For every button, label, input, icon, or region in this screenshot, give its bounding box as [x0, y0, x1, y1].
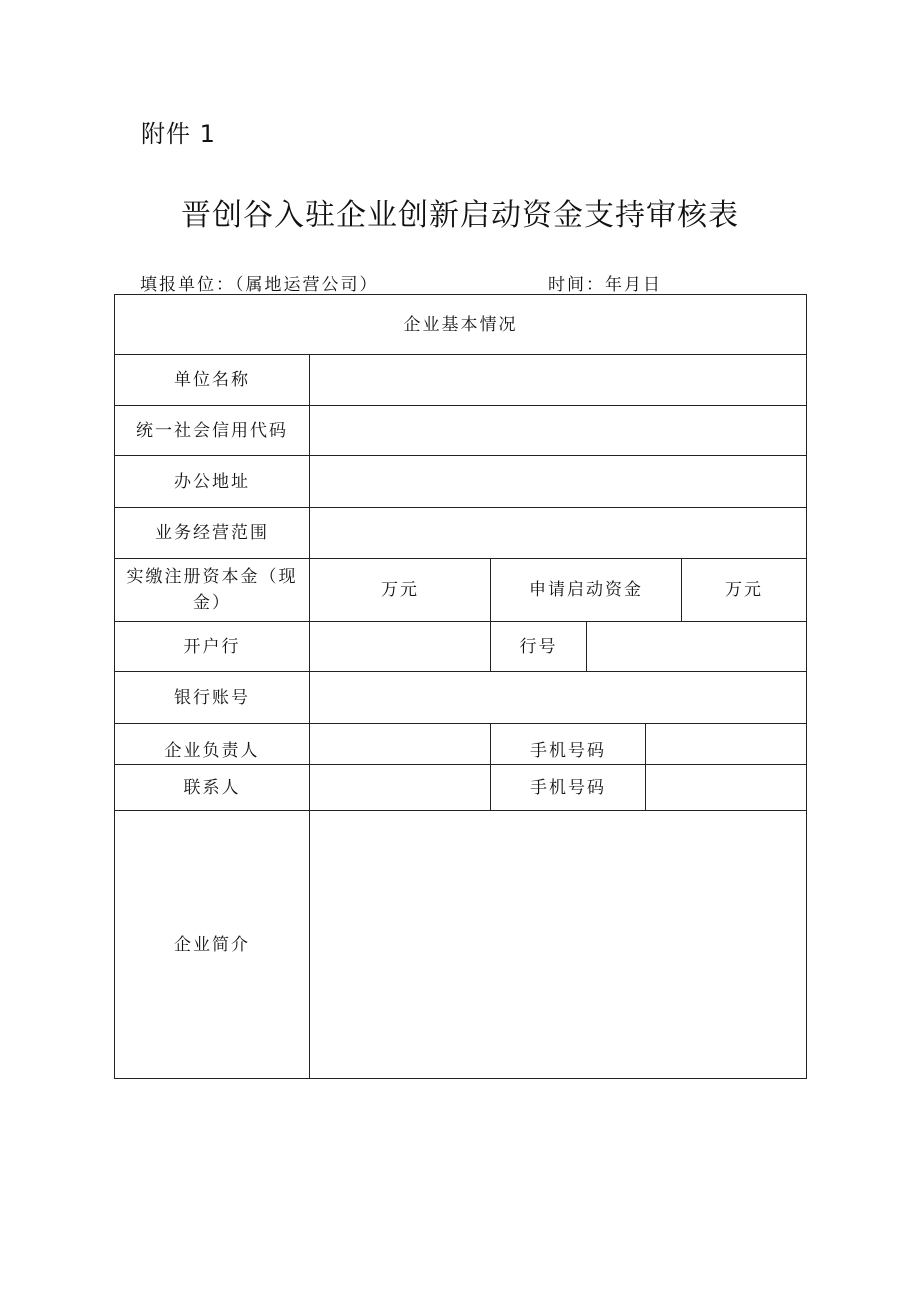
phone-label-1: 手机号码 — [491, 724, 646, 765]
apply-fund-label: 申请启动资金 — [491, 559, 682, 622]
date-label: 时间：年月日 — [548, 275, 662, 295]
apply-fund-field[interactable]: 万元 — [682, 559, 807, 622]
bank-code-field[interactable] — [587, 622, 807, 672]
account-label: 银行账号 — [115, 672, 310, 724]
account-field[interactable] — [310, 672, 807, 724]
table-row — [115, 456, 807, 508]
phone-field-2[interactable] — [646, 765, 807, 811]
company-name-label: 单位名称 — [115, 355, 310, 406]
paid-capital-field[interactable]: 万元 — [310, 559, 491, 622]
legal-person-field[interactable] — [310, 724, 491, 765]
table-row — [115, 508, 807, 559]
table-row — [115, 765, 807, 811]
intro-label: 企业简介 — [115, 811, 310, 1079]
table-row — [115, 811, 807, 1079]
intro-field[interactable] — [310, 811, 807, 1079]
business-scope-label: 业务经营范围 — [115, 508, 310, 559]
table-row — [115, 406, 807, 456]
phone-label-2: 手机号码 — [491, 765, 646, 811]
bank-field[interactable] — [310, 622, 491, 672]
legal-person-label: 企业负责人 — [115, 724, 310, 765]
page-title: 晋创谷入驻企业创新启动资金支持审核表 — [181, 198, 739, 233]
table-row — [115, 724, 807, 765]
bank-label: 开户行 — [115, 622, 310, 672]
office-address-field[interactable] — [310, 456, 807, 508]
office-address-label: 办公地址 — [115, 456, 310, 508]
review-form-table — [114, 294, 807, 1079]
table-row — [115, 559, 807, 622]
filling-unit-label: 填报单位：（属地运营公司） — [140, 275, 379, 295]
company-name-field[interactable] — [310, 355, 807, 406]
table-row — [115, 355, 807, 406]
credit-code-field[interactable] — [310, 406, 807, 456]
table-row — [115, 622, 807, 672]
table-row — [115, 672, 807, 724]
contact-field[interactable] — [310, 765, 491, 811]
paid-capital-label: 实缴注册资本金（现金） — [115, 559, 310, 622]
credit-code-label: 统一社会信用代码 — [115, 406, 310, 456]
section-header: 企业基本情况 — [115, 295, 807, 355]
table-row — [115, 295, 807, 355]
attachment-label: 附件 1 — [141, 120, 216, 148]
business-scope-field[interactable] — [310, 508, 807, 559]
bank-code-label: 行号 — [491, 622, 587, 672]
contact-label: 联系人 — [115, 765, 310, 811]
phone-field-1[interactable] — [646, 724, 807, 765]
